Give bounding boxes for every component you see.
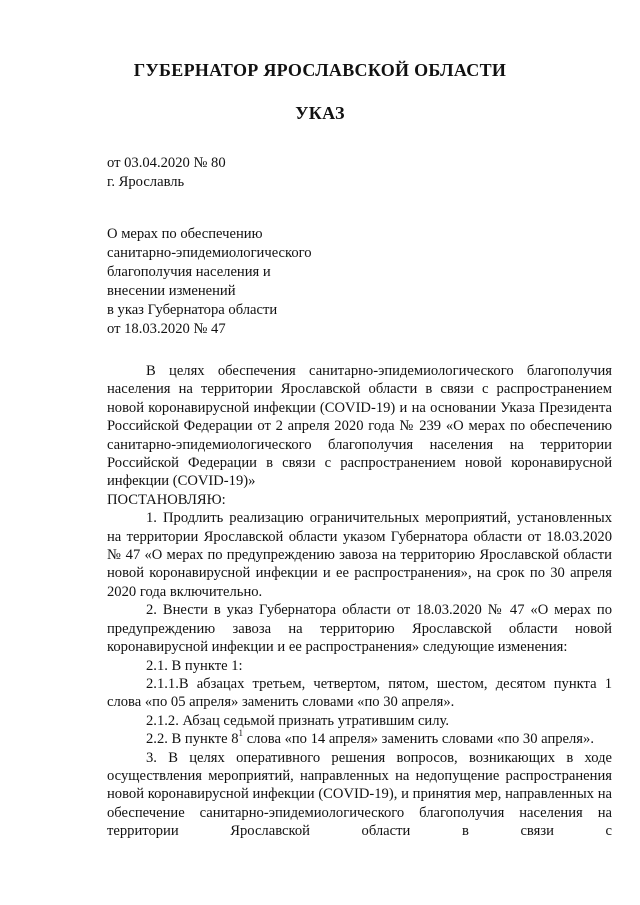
paragraph-2-1-1: 2.1.1.В абзацах третьем, четвертом, пятом, шестом, десятом пункта 1 слова «по 05 апреля» заменить словами «по 30 апреля». [107,675,612,711]
decree-subject [107,225,312,339]
paragraph-2-2-text-start: 2.2. В пункте 8 [146,731,239,748]
subject-line: О мерах по обеспечению [107,226,263,242]
subject-line: благополучия населения и [107,264,271,280]
decree-body [107,362,612,841]
paragraph-2-2-superscript: 1 [238,728,244,739]
date-number: от 03.04.2020 № 80 [107,155,226,171]
document-meta [107,154,226,192]
subject-line: санитарно-эпидемиологического [107,245,312,261]
paragraph-2-1-2: 2.1.2. Абзац седьмой признать утратившим силу. [146,712,450,729]
subject-line: в указ Губернатора области [107,302,278,318]
paragraph-2: 2. Внести в указ Губернатора области от 18.03.2020 № 47 «О мерах по предупреждению завоза на территорию Ярославской области новой коронавирусной инфекции и ее распространения» следующие изменения: [107,602,612,656]
preamble-paragraph: В целях обеспечения санитарно-эпидемиологического благополучия населения на территории Ярославской области в связи с распространением новой коронавирусной инфекции (COVID-19) и на основании Указа Президента Российской Федерации от 2 апреля 2020 года № 239 «О мерах по обеспечению санитарно-эпидемиологического благополучия населения на территории Российской Федерации в связи с распространением новой коронавирусной инфекции (COVID-19)» [107,363,612,490]
paragraph-2-1: 2.1. В пункте 1: [146,657,243,674]
decree-word: ПОСТАНОВЛЯЮ: [107,491,226,508]
subject-line: от 18.03.2020 № 47 [107,321,226,337]
paragraph-2-2-text-end: слова «по 14 апреля» заменить словами «по 30 апреля». [243,731,594,748]
subject-line: внесении изменений [107,283,236,299]
document-type: УКАЗ [295,103,345,123]
paragraph-3: 3. В целях оперативного решения вопросов, возникающих в ходе осуществления мероприятий, направленных на недопущение распространения новой коронавирусной инфекции (COVID-19), и принятия мер, направленных на обеспечение санитарно-эпидемиологического благополучия населения на территории Ярославской области в связи с [107,749,612,840]
city: г. Ярославль [107,174,185,190]
issuer-title: ГУБЕРНАТОР ЯРОСЛАВСКОЙ ОБЛАСТИ [133,60,507,80]
paragraph-2-2 [107,730,612,748]
paragraph-1: 1. Продлить реализацию ограничительных мероприятий, установленных на территории Ярославской области указом Губернатора области от 18.03.2020 № 47 «О мерах по предупреждению завоза на территорию Ярославской области новой коронавирусной инфекции и ее распространения», на срок по 30 апреля 2020 года включительно. [107,510,612,600]
